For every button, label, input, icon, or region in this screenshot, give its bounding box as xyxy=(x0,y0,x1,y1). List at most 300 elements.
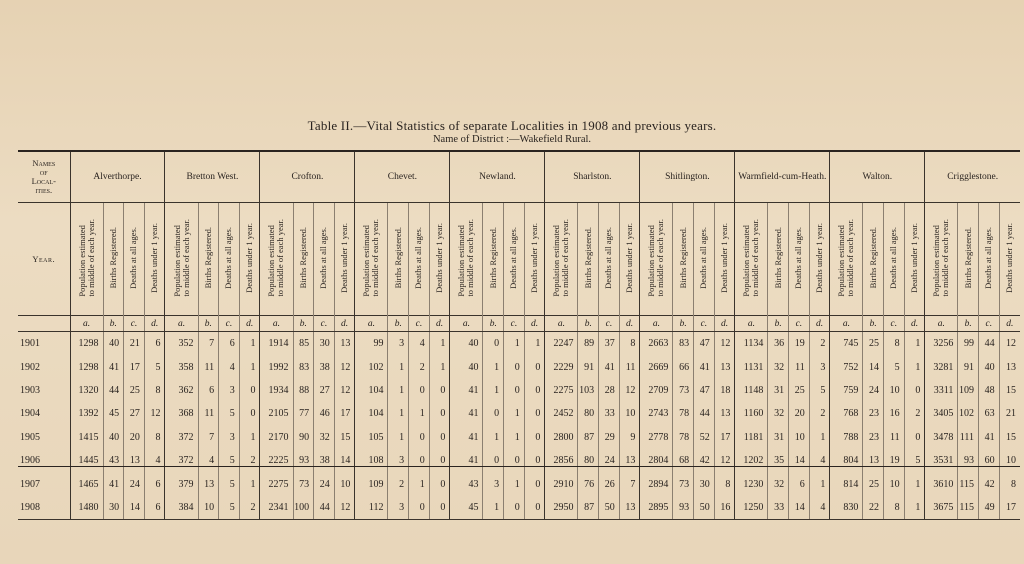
names-of-localities-header xyxy=(18,152,70,203)
column-letter: a. xyxy=(70,316,103,332)
column-letter: c. xyxy=(219,316,240,332)
column-heading xyxy=(640,203,673,316)
table-cell: 0 xyxy=(524,426,545,449)
table-cell: 83 xyxy=(673,332,694,356)
table-cell: 2709 xyxy=(640,379,673,402)
column-letter: d. xyxy=(904,316,925,332)
column-heading-text: Births Registered. xyxy=(107,227,118,289)
table-cell: 48 xyxy=(979,379,1000,402)
column-letter: a. xyxy=(545,316,578,332)
table-cell: 12 xyxy=(334,496,355,520)
table-cell: 6 xyxy=(219,332,240,356)
table-cell: 50 xyxy=(599,496,620,520)
column-letter: a. xyxy=(450,316,483,332)
table-cell: 10 xyxy=(999,449,1020,472)
table-cell: 2275 xyxy=(260,472,293,495)
table-cell: 2452 xyxy=(545,402,578,425)
table-cell: 25 xyxy=(124,379,145,402)
table-cell: 11 xyxy=(619,355,640,378)
table-cell: 47 xyxy=(694,332,715,356)
table-cell: 32 xyxy=(768,355,789,378)
column-heading xyxy=(904,203,925,316)
table-cell: 1914 xyxy=(260,332,293,356)
table-cell: 1134 xyxy=(735,332,768,356)
table-cell: 12 xyxy=(144,402,165,425)
table-cell: 8 xyxy=(144,426,165,449)
table-cell: 2 xyxy=(809,332,830,356)
table-cell: 13 xyxy=(619,496,640,520)
column-heading-text: Births Registered. xyxy=(867,227,878,289)
table-cell: 4 xyxy=(219,355,240,378)
column-heading-text: Births Registered. xyxy=(202,227,213,289)
table-cell: 2 xyxy=(388,472,409,495)
table-cell: 36 xyxy=(768,332,789,356)
column-heading-text: Deaths under 1 year. xyxy=(624,223,635,293)
table-cell: 112 xyxy=(355,496,388,520)
column-heading-text: Deaths at all ages. xyxy=(603,227,614,289)
table-cell: 99 xyxy=(958,332,979,356)
table-cell: 6 xyxy=(789,472,810,495)
table-cell: 1 xyxy=(409,402,430,425)
table-cell: 0 xyxy=(524,355,545,378)
table-cell: 0 xyxy=(524,402,545,425)
table-cell: 15 xyxy=(999,426,1020,449)
table-cell: 44 xyxy=(314,496,335,520)
table-cell: 77 xyxy=(293,402,314,425)
table-cell: 17 xyxy=(334,402,355,425)
column-heading xyxy=(450,203,483,316)
column-heading-text: Deaths at all ages. xyxy=(223,227,234,289)
table-cell: 0 xyxy=(504,496,525,520)
vital-statistics-table xyxy=(18,152,1020,520)
column-heading-text: Deaths under 1 year. xyxy=(149,223,160,293)
column-heading-text: Deaths at all ages. xyxy=(128,227,139,289)
table-cell: 745 xyxy=(830,332,863,356)
table-cell: 1465 xyxy=(70,472,103,495)
table-cell: 5 xyxy=(219,496,240,520)
table-cell: 1230 xyxy=(735,472,768,495)
table-cell: 0 xyxy=(483,449,504,472)
table-cell: 0 xyxy=(429,472,450,495)
column-heading xyxy=(165,203,198,316)
column-letter: b. xyxy=(578,316,599,332)
column-heading-text: Births Registered. xyxy=(582,227,593,289)
column-heading xyxy=(524,203,545,316)
table-cell: 13 xyxy=(619,449,640,472)
table-cell: 1 xyxy=(483,379,504,402)
column-heading-text: Births Registered. xyxy=(677,227,688,289)
table-cell: 2 xyxy=(409,355,430,378)
column-heading xyxy=(260,203,293,316)
table-cell: 0 xyxy=(409,426,430,449)
table-cell: 38 xyxy=(314,449,335,472)
year-cell: 1902 xyxy=(20,361,40,373)
table-cell: 1 xyxy=(239,332,260,356)
column-letter: c. xyxy=(314,316,335,332)
table-cell: 19 xyxy=(789,332,810,356)
column-letter: b. xyxy=(293,316,314,332)
table-cell: 32 xyxy=(768,472,789,495)
table-cell: 2778 xyxy=(640,426,673,449)
column-heading xyxy=(239,203,260,316)
year-cell: 1907 xyxy=(20,478,40,490)
column-letter: d. xyxy=(809,316,830,332)
table-cell: 27 xyxy=(314,379,335,402)
table-cell: 26 xyxy=(599,472,620,495)
table-cell: 1131 xyxy=(735,355,768,378)
table-cell: 13 xyxy=(714,355,735,378)
table-cell: 788 xyxy=(830,426,863,449)
column-letter: c. xyxy=(504,316,525,332)
table-cell: 0 xyxy=(429,496,450,520)
table-cell: 29 xyxy=(599,426,620,449)
column-heading-text: Deaths under 1 year. xyxy=(814,223,825,293)
table-cell: 102 xyxy=(958,402,979,425)
table-cell: 379 xyxy=(165,472,198,495)
column-letter: d. xyxy=(144,316,165,332)
column-letter: b. xyxy=(958,316,979,332)
table-cell: 0 xyxy=(504,379,525,402)
table-cell: 1 xyxy=(483,496,504,520)
table-cell: 1148 xyxy=(735,379,768,402)
table-cell: 41 xyxy=(979,426,1000,449)
table-cell: 21 xyxy=(124,332,145,356)
column-letter: a. xyxy=(925,316,958,332)
column-letter: b. xyxy=(673,316,694,332)
table-cell: 1 xyxy=(239,472,260,495)
column-heading xyxy=(293,203,314,316)
column-heading xyxy=(735,203,768,316)
table-cell: 80 xyxy=(578,402,599,425)
table-cell: 76 xyxy=(578,472,599,495)
table-cell: 46 xyxy=(314,402,335,425)
column-letter: b. xyxy=(198,316,219,332)
table-cell: 0 xyxy=(429,402,450,425)
table-cell: 0 xyxy=(409,496,430,520)
table-cell: 104 xyxy=(355,379,388,402)
column-heading-text: Deaths at all ages. xyxy=(793,227,804,289)
table-cell: 16 xyxy=(884,402,905,425)
table-cell: 3 xyxy=(388,496,409,520)
column-heading-text: Births Registered. xyxy=(392,227,403,289)
table-cell: 87 xyxy=(578,496,599,520)
table-cell: 11 xyxy=(789,355,810,378)
column-heading xyxy=(70,203,103,316)
table-cell: 40 xyxy=(103,332,124,356)
column-heading xyxy=(673,203,694,316)
table-cell: 0 xyxy=(504,355,525,378)
table-row xyxy=(18,402,1020,425)
table-cell: 47 xyxy=(694,379,715,402)
table-cell: 3311 xyxy=(925,379,958,402)
year-cell: 1901 xyxy=(20,338,40,350)
table-cell: 68 xyxy=(673,449,694,472)
table-cell: 31 xyxy=(768,426,789,449)
table-cell: 17 xyxy=(999,496,1020,520)
table-cell: 8 xyxy=(144,379,165,402)
table-cell: 1 xyxy=(809,472,830,495)
table-cell: 41 xyxy=(694,355,715,378)
table-cell: 352 xyxy=(165,332,198,356)
table-cell: 372 xyxy=(165,426,198,449)
table-cell: 105 xyxy=(355,426,388,449)
table-cell: 12 xyxy=(334,379,355,402)
table-cell: 0 xyxy=(409,379,430,402)
table-cell: 1 xyxy=(388,355,409,378)
bottom-rule xyxy=(18,466,1020,467)
table-cell: 3 xyxy=(219,379,240,402)
table-cell: 1 xyxy=(809,426,830,449)
table-cell: 1 xyxy=(504,402,525,425)
column-heading xyxy=(619,203,640,316)
table-cell: 24 xyxy=(314,472,335,495)
table-cell: 103 xyxy=(578,379,599,402)
column-heading xyxy=(483,203,504,316)
table-cell: 2 xyxy=(904,402,925,425)
column-heading xyxy=(124,203,145,316)
table-cell: 44 xyxy=(694,402,715,425)
table-cell: 1250 xyxy=(735,496,768,520)
table-cell: 1 xyxy=(429,355,450,378)
column-letter: d. xyxy=(524,316,545,332)
table-cell: 2341 xyxy=(260,496,293,520)
table-cell: 104 xyxy=(355,402,388,425)
table-cell: 115 xyxy=(958,472,979,495)
column-letter: a. xyxy=(830,316,863,332)
table-row xyxy=(18,496,1020,520)
table-cell: 2950 xyxy=(545,496,578,520)
table-cell: 1181 xyxy=(735,426,768,449)
column-letter: a. xyxy=(260,316,293,332)
table-cell: 73 xyxy=(673,472,694,495)
table-cell: 3531 xyxy=(925,449,958,472)
table-cell: 0 xyxy=(904,379,925,402)
locality-header-row xyxy=(18,152,1020,203)
table-cell: 27 xyxy=(124,402,145,425)
table-cell: 1 xyxy=(504,332,525,356)
table-cell: 85 xyxy=(293,332,314,356)
table-cell: 1 xyxy=(483,426,504,449)
table-cell: 44 xyxy=(979,332,1000,356)
table-cell: 1 xyxy=(904,332,925,356)
table-cell: 40 xyxy=(979,355,1000,378)
table-cell: 3 xyxy=(809,355,830,378)
table-cell: 50 xyxy=(694,496,715,520)
locality-header: Sharlston. xyxy=(545,152,640,203)
locality-header: Crofton. xyxy=(260,152,355,203)
column-letter: a. xyxy=(640,316,673,332)
table-cell: 0 xyxy=(524,496,545,520)
table-cell: 2856 xyxy=(545,449,578,472)
table-cell: 3256 xyxy=(925,332,958,356)
table-cell: 2 xyxy=(239,496,260,520)
table-cell: 3478 xyxy=(925,426,958,449)
table-cell: 99 xyxy=(355,332,388,356)
table-cell: 11 xyxy=(198,402,219,425)
table-cell: 31 xyxy=(768,379,789,402)
table-cell: 87 xyxy=(578,426,599,449)
table-cell: 42 xyxy=(979,472,1000,495)
table-cell: 2105 xyxy=(260,402,293,425)
table-cell: 2170 xyxy=(260,426,293,449)
table-cell: 91 xyxy=(578,355,599,378)
district-subtitle: Name of District :—Wakefield Rural. xyxy=(432,134,592,145)
table-cell: 22 xyxy=(863,496,884,520)
table-cell: 10 xyxy=(884,472,905,495)
column-letter: a. xyxy=(355,316,388,332)
table-cell: 4 xyxy=(409,332,430,356)
table-cell: 0 xyxy=(483,402,504,425)
table-cell: 78 xyxy=(673,402,694,425)
table-cell: 384 xyxy=(165,496,198,520)
table-cell: 1160 xyxy=(735,402,768,425)
column-header-row xyxy=(18,203,1020,316)
table-cell: 752 xyxy=(830,355,863,378)
table-cell: 3 xyxy=(388,449,409,472)
column-letter: c. xyxy=(979,316,1000,332)
table-cell: 25 xyxy=(863,472,884,495)
column-heading xyxy=(429,203,450,316)
column-heading-text: Population estimated to middle of each year. xyxy=(171,219,191,297)
table-cell: 43 xyxy=(103,449,124,472)
table-cell: 1392 xyxy=(70,402,103,425)
column-heading xyxy=(334,203,355,316)
column-letter: b. xyxy=(483,316,504,332)
table-cell: 40 xyxy=(450,355,483,378)
column-letter: c. xyxy=(124,316,145,332)
column-heading-text: Population estimated to middle of each year. xyxy=(76,219,96,297)
column-heading xyxy=(768,203,789,316)
column-heading-text: Deaths under 1 year. xyxy=(1004,223,1015,293)
year-cell: 1905 xyxy=(20,431,40,443)
table-cell: 14 xyxy=(863,355,884,378)
table-cell: 10 xyxy=(619,402,640,425)
table-row xyxy=(18,355,1020,378)
table-cell: 1 xyxy=(904,496,925,520)
table-cell: 1 xyxy=(429,332,450,356)
year-cell: 1906 xyxy=(20,455,40,467)
column-letter: c. xyxy=(409,316,430,332)
table-cell: 759 xyxy=(830,379,863,402)
table-cell: 1 xyxy=(388,379,409,402)
column-heading-text: Deaths at all ages. xyxy=(413,227,424,289)
table-cell: 0 xyxy=(524,472,545,495)
table-cell: 2895 xyxy=(640,496,673,520)
table-cell: 24 xyxy=(599,449,620,472)
column-letter: d. xyxy=(239,316,260,332)
table-cell: 4 xyxy=(198,449,219,472)
column-letter: d. xyxy=(334,316,355,332)
table-cell: 23 xyxy=(863,402,884,425)
column-heading xyxy=(599,203,620,316)
table-cell: 13 xyxy=(198,472,219,495)
column-letter: d. xyxy=(429,316,450,332)
year-cell: 1904 xyxy=(20,408,40,420)
table-cell: 30 xyxy=(694,472,715,495)
table-cell: 32 xyxy=(768,402,789,425)
column-letter: d. xyxy=(619,316,640,332)
table-cell: 0 xyxy=(429,426,450,449)
locality-header: Bretton West. xyxy=(165,152,260,203)
table-cell: 102 xyxy=(355,355,388,378)
table-cell: 1445 xyxy=(70,449,103,472)
column-heading xyxy=(925,203,958,316)
column-heading xyxy=(979,203,1000,316)
table-cell: 45 xyxy=(103,402,124,425)
table-cell: 44 xyxy=(103,379,124,402)
table-cell: 89 xyxy=(578,332,599,356)
column-heading-text: Population estimated to middle of each year. xyxy=(931,219,951,297)
table-row xyxy=(18,426,1020,449)
table-cell: 13 xyxy=(999,355,1020,378)
table-cell: 1 xyxy=(504,472,525,495)
table-cell: 60 xyxy=(979,449,1000,472)
table-cell: 40 xyxy=(450,332,483,356)
table-cell: 66 xyxy=(673,355,694,378)
column-heading xyxy=(714,203,735,316)
column-heading-text: Deaths at all ages. xyxy=(983,227,994,289)
table-cell: 28 xyxy=(599,379,620,402)
table-cell: 12 xyxy=(619,379,640,402)
table-cell: 80 xyxy=(578,449,599,472)
table-cell: 8 xyxy=(884,332,905,356)
table-cell: 804 xyxy=(830,449,863,472)
table-cell: 2894 xyxy=(640,472,673,495)
column-letter: c. xyxy=(694,316,715,332)
column-heading-text: Population estimated to middle of each year. xyxy=(836,219,856,297)
table-cell: 3675 xyxy=(925,496,958,520)
table-cell: 11 xyxy=(884,426,905,449)
table-cell: 25 xyxy=(863,332,884,356)
table-cell: 8 xyxy=(714,472,735,495)
column-heading xyxy=(958,203,979,316)
table-cell: 2275 xyxy=(545,379,578,402)
table-cell: 10 xyxy=(884,379,905,402)
table-cell: 0 xyxy=(504,449,525,472)
column-heading xyxy=(314,203,335,316)
table-cell: 2229 xyxy=(545,355,578,378)
table-cell: 2663 xyxy=(640,332,673,356)
table-cell: 1 xyxy=(524,332,545,356)
column-heading xyxy=(355,203,388,316)
names-header-text: Names of Local- ities. xyxy=(31,158,56,195)
table-cell: 17 xyxy=(714,426,735,449)
table-cell: 19 xyxy=(884,449,905,472)
table-cell: 25 xyxy=(789,379,810,402)
table-cell: 33 xyxy=(768,496,789,520)
column-letter: a. xyxy=(735,316,768,332)
table-cell: 5 xyxy=(809,379,830,402)
table-cell: 41 xyxy=(450,379,483,402)
table-cell: 14 xyxy=(334,449,355,472)
table-cell: 1320 xyxy=(70,379,103,402)
table-cell: 45 xyxy=(450,496,483,520)
table-cell: 30 xyxy=(314,332,335,356)
column-heading-text: Deaths under 1 year. xyxy=(529,223,540,293)
table-cell: 4 xyxy=(144,449,165,472)
column-heading xyxy=(578,203,599,316)
table-cell: 24 xyxy=(124,472,145,495)
column-heading-text: Population estimated to middle of each year. xyxy=(646,219,666,297)
table-cell: 2800 xyxy=(545,426,578,449)
table-cell: 0 xyxy=(524,379,545,402)
locality-header: Alverthorpe. xyxy=(70,152,165,203)
column-heading-text: Deaths under 1 year. xyxy=(434,223,445,293)
column-heading-text: Population estimated to middle of each year. xyxy=(266,219,286,297)
column-letter-row xyxy=(18,316,1020,332)
table-cell: 90 xyxy=(293,426,314,449)
table-cell: 4 xyxy=(809,496,830,520)
